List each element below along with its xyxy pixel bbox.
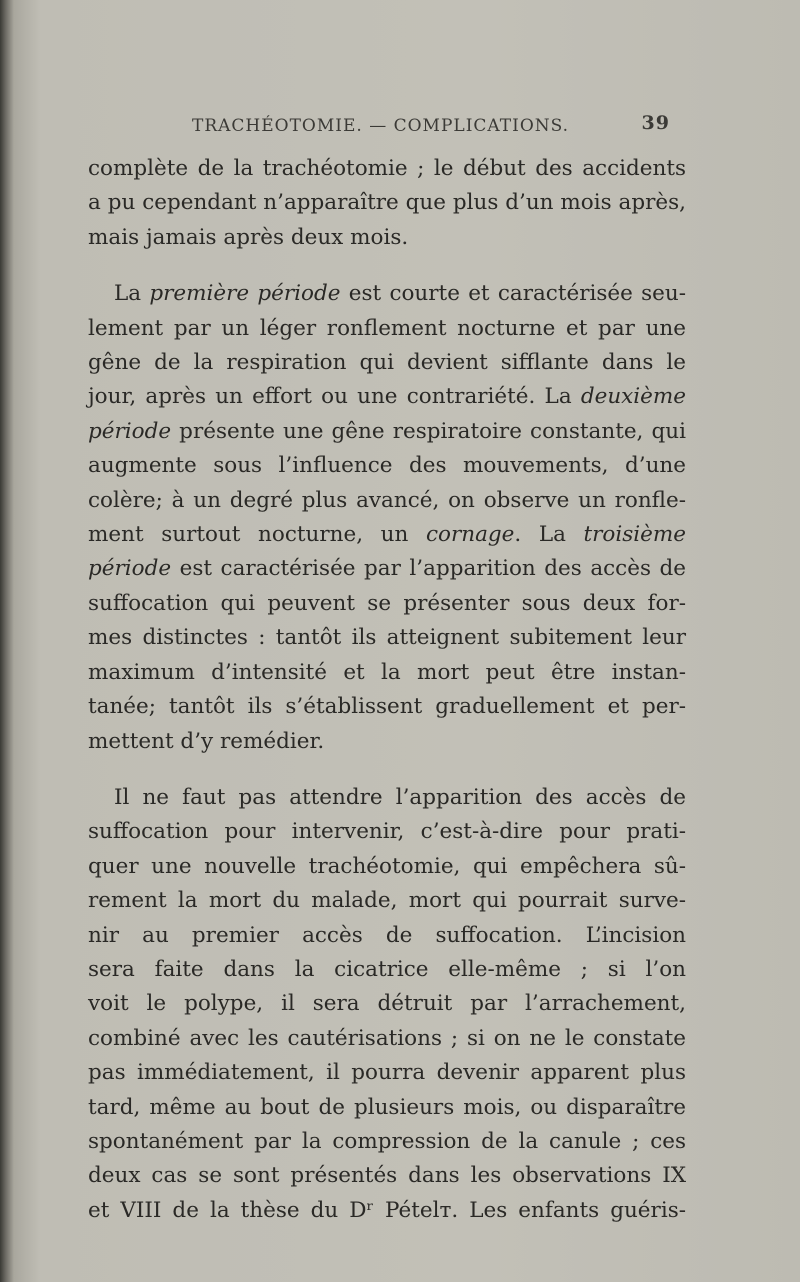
body-text (88, 152, 686, 1228)
running-header (192, 112, 692, 136)
text-line: sera faite dans la cicatrice elle-même ; si l’on (88, 956, 686, 982)
text-line (88, 277, 686, 311)
running-title: TRACHÉOTOMIE. — COMPLICATIONS. (192, 116, 570, 136)
italic-term: cornage (425, 522, 515, 548)
text-line: mettent d’y remédier. (88, 728, 325, 754)
text-line: tanée; tantôt ils s’établissent graduellement et per- (88, 694, 686, 720)
text-line: et VIII de la thèse du Dʳ Pételт. Les enfants guéris- (88, 1197, 686, 1223)
text-line-part: ment surtout nocturne, un (88, 522, 426, 548)
paragraph-1 (88, 152, 686, 255)
italic-term: troisième (583, 522, 686, 548)
text-line: mais jamais après deux mois. (88, 224, 409, 250)
italic-term: période (88, 556, 172, 582)
text-line-part: . La (514, 522, 584, 548)
text-line: rement la mort du malade, mort qui pourrait surve- (88, 888, 686, 914)
text-line: maximum d’intensité et la mort peut être instan- (88, 659, 686, 685)
text-line (88, 415, 686, 449)
text-line-part: La (114, 281, 150, 307)
page-number: 39 (641, 112, 670, 134)
text-line: combiné avec les cautérisations ; si on ne le constate (88, 1025, 686, 1051)
text-line: complète de la trachéotomie ; le début des accidents (88, 156, 686, 181)
text-line: lement par un léger ronflement nocturne et par une (88, 315, 686, 341)
text-line (88, 380, 686, 414)
text-line: mes distinctes : tantôt ils atteignent subitement leur (88, 625, 686, 651)
text-line: suffocation qui peuvent se présenter sous deux for- (88, 590, 686, 616)
paragraph-2 (88, 277, 686, 759)
text-line: nir au premier accès de suffocation. L’incision (88, 922, 686, 948)
text-line: suffocation pour intervenir, c’est-à-dire pour prati- (88, 819, 686, 845)
text-line: spontanément par la compression de la canule ; ces (88, 1128, 686, 1154)
text-line: quer une nouvelle trachéotomie, qui empêchera sû- (88, 853, 686, 879)
text-line-part: est caractérisée par l’apparition des accès de (171, 556, 686, 582)
italic-term: période (88, 418, 172, 444)
text-line-part: jour, après un effort ou une contrariété. La (88, 384, 581, 410)
text-line: gêne de la respiration qui devient sifflante dans le (88, 350, 686, 376)
text-line (88, 518, 686, 552)
text-line: colère; à un degré plus avancé, on observe un ronfle- (88, 487, 686, 513)
italic-term: première période (149, 281, 341, 307)
paragraph-3 (88, 781, 686, 1228)
italic-term: deuxième (580, 384, 686, 410)
text-line: tard, même au bout de plusieurs mois, ou disparaître (88, 1094, 686, 1120)
text-line: a pu cependant n’apparaître que plus d’un mois après, (88, 190, 686, 216)
text-line: Il ne faut pas attendre l’apparition des accès de (114, 784, 686, 810)
text-line: voit le polype, il sera détruit par l’arrachement, (88, 991, 686, 1017)
text-line-part: est courte et caractérisée seu- (340, 281, 686, 307)
text-line: pas immédiatement, il pourra devenir apparent plus (88, 1060, 686, 1086)
text-line: deux cas se sont présentés dans les observations IX (88, 1163, 686, 1189)
text-line: augmente sous l’influence des mouvements, d’une (88, 453, 686, 479)
text-line-part: présente une gêne respiratoire constante, qui (171, 418, 686, 444)
text-line (88, 552, 686, 586)
